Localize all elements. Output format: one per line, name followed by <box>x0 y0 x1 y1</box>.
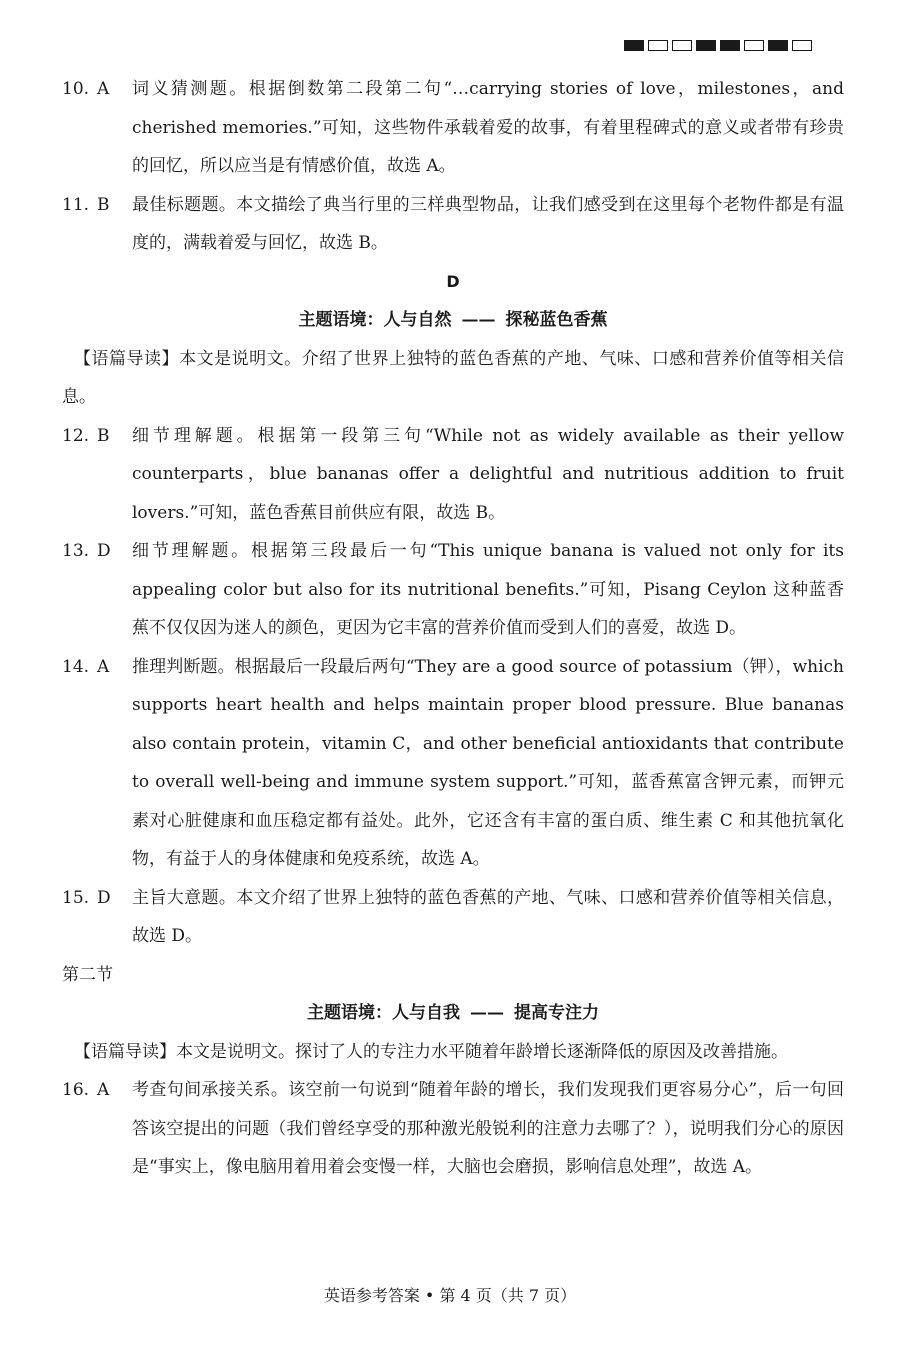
answer-explanation: 细节理解题。根据第三段最后一句“This unique banana is valued not only for its appealing color but also for its nutritional benefits.”可知，Pisang Ceylon 这种蓝香蕉不仅仅因为迷人的颜色，更因为它丰富的营养价值而受到人们的喜爱，故选 D。 <box>132 541 844 638</box>
question-number: 14. <box>62 656 90 677</box>
question-number: 15. <box>62 887 90 908</box>
answer-explanation: 推理判断题。根据最后一段最后两句“They are a good source of potassium（钾），which supports heart health and helps maintain proper blood pressure. Blue bananas also contain protein，vitamin C，and other beneficial antioxidants that contribute to overall well-being and immune system support.”可知，蓝香蕉富含钾元素，而钾元素对心脏健康和血压稳定都有益处。此外，它还含有丰富的蛋白质、维生素 C 和其他抗氧化物，有益于人的身体健康和免疫系统，故选 A。 <box>132 656 844 869</box>
answer-explanation: 考查句间承接关系。该空前一句说到“随着年龄的增长，我们发现我们更容易分心”，后一句回答该空提出的问题（我们曾经享受的那种激光般锐利的注意力去哪了？），说明我们分心的原因是“事实上，像电脑用着用着会变慢一样，大脑也会磨损，影响信息处理”，故选 A。 <box>132 1080 844 1177</box>
passage-intro: 【语篇导读】本文是说明文。探讨了人的专注力水平随着年龄增长逐渐降低的原因及改善措施。 <box>74 1041 788 1062</box>
answer-explanation: 主旨大意题。本文介绍了世界上独特的蓝色香蕉的产地、气味、口感和营养价值等相关信息，故选 D。 <box>132 887 844 946</box>
answer-item <box>62 532 844 648</box>
question-number: 16. <box>62 1080 90 1100</box>
answer-letter: A <box>97 79 110 99</box>
answer-letter: A <box>97 1080 110 1100</box>
theme-dash: —— <box>461 310 496 330</box>
section-theme-heading <box>62 301 844 340</box>
header-mark <box>696 40 716 51</box>
question-number: 10. <box>62 79 90 99</box>
answer-content <box>62 70 844 1187</box>
passage-intro: 【语篇导读】本文是说明文。介绍了世界上独特的蓝色香蕉的产地、气味、口感和营养价值等相关信息。 <box>62 348 844 407</box>
answer-item <box>62 70 844 186</box>
header-mark <box>744 40 764 51</box>
answer-letter: A <box>97 656 110 677</box>
header-mark <box>768 40 788 51</box>
question-number: 12. <box>62 425 90 446</box>
answer-explanation: 最佳标题题。本文描绘了典当行里的三样典型物品，让我们感受到在这里每个老物件都是有温度的，满载着爱与回忆，故选 B。 <box>132 194 844 253</box>
header-mark <box>792 40 812 51</box>
header-marks <box>624 40 812 51</box>
theme-label: 主题语境：人与自我 <box>307 1003 460 1023</box>
section-theme-heading <box>62 994 844 1033</box>
header-mark <box>720 40 740 51</box>
question-number: 13. <box>62 541 90 561</box>
answer-item <box>62 1071 844 1187</box>
question-number: 11. <box>62 194 90 215</box>
page-footer: 英语参考答案 • 第 4 页（共 7 页） <box>323 1286 577 1305</box>
answer-letter: D <box>97 541 111 561</box>
answer-explanation: 词义猜测题。根据倒数第二段第二句“…carrying stories of love，milestones，and cherished memories.”可知，这些物件承载着爱的故事，有着里程碑式的意义或者带有珍贵的回忆，所以应当是有情感价值，故选 A。 <box>132 79 844 176</box>
header-mark <box>672 40 692 51</box>
answer-letter: B <box>97 194 110 215</box>
theme-dash: —— <box>470 1003 504 1023</box>
header-mark <box>648 40 668 51</box>
section-letter: D <box>446 271 460 291</box>
answer-letter: B <box>97 425 110 446</box>
answer-item <box>62 417 844 533</box>
theme-topic: 提高专注力 <box>514 1003 599 1023</box>
theme-label: 主题语境：人与自然 <box>298 310 452 330</box>
header-mark <box>624 40 644 51</box>
section-label: 第二节 <box>62 964 113 985</box>
answer-item <box>62 186 844 263</box>
answer-item <box>62 879 844 956</box>
answer-explanation: 细节理解题。根据第一段第三句“While not as widely available as their yellow counterparts，blue bananas offer a delightful and nutritious addition to fruit lovers.”可知，蓝色香蕉目前供应有限，故选 B。 <box>132 425 844 523</box>
answer-item <box>62 648 844 879</box>
theme-topic: 探秘蓝色香蕉 <box>505 310 608 330</box>
answer-letter: D <box>97 887 111 908</box>
